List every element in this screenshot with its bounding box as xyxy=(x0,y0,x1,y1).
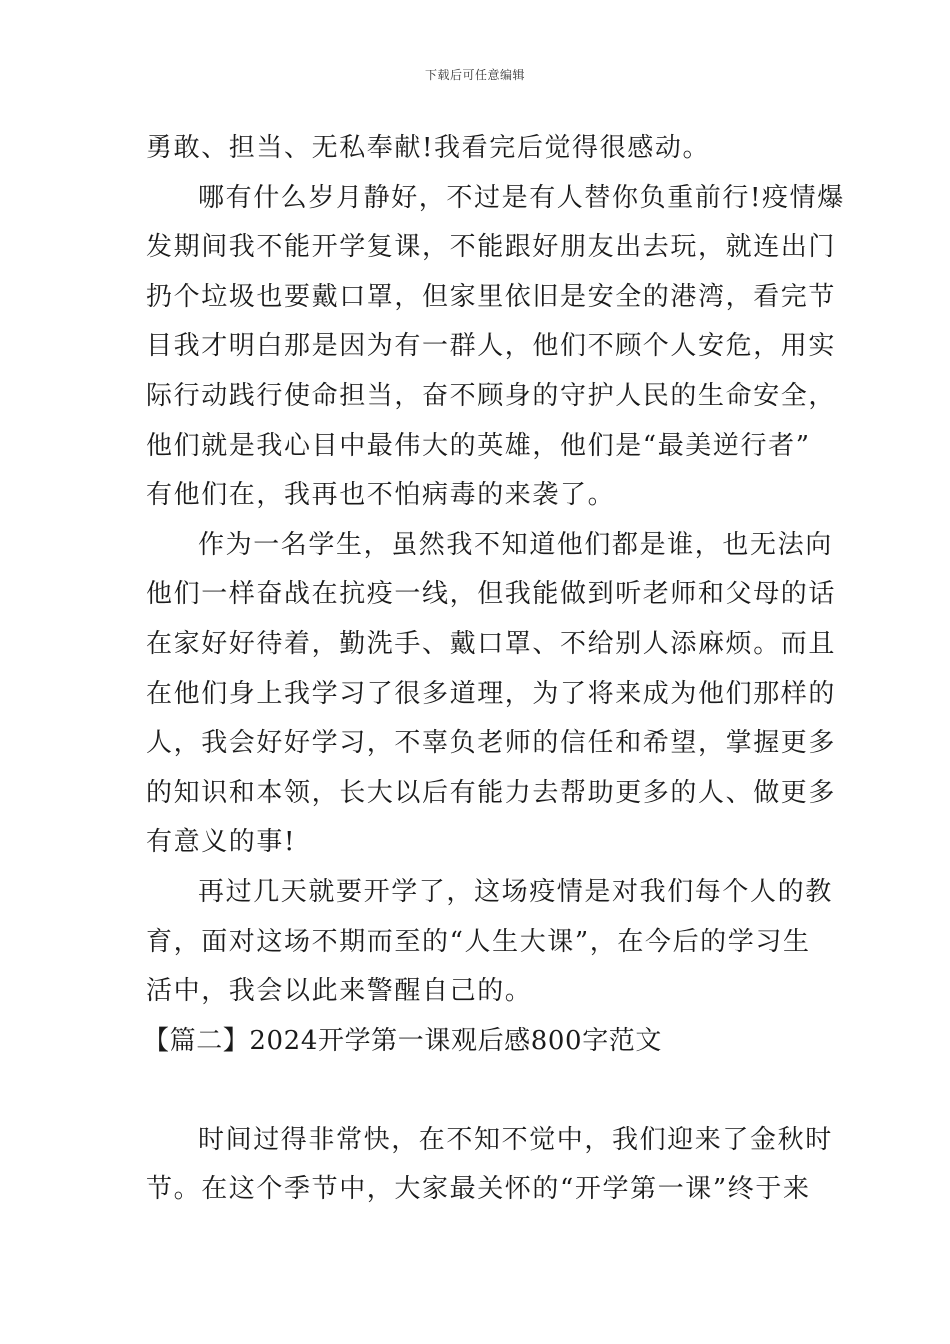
paragraph-line: 有意义的事! xyxy=(146,827,297,858)
paragraph-line: 的知识和本领，长大以后有能力去帮助更多的人、做更多 xyxy=(146,777,837,808)
paragraph-line: 再过几天就要开学了，这场疫情是对我们每个人的教 xyxy=(198,876,833,907)
paragraph-line: 际行动践行使命担当，奋不顾身的守护人民的生命安全， xyxy=(146,380,837,411)
page-header-note: 下载后可任意编辑 xyxy=(424,68,525,82)
paragraph-line: 有他们在，我再也不怕病毒的来袭了。 xyxy=(146,480,616,511)
paragraph-line: 扔个垃圾也要戴口罩，但家里依旧是安全的港湾，看完节 xyxy=(146,281,837,312)
paragraph-line: 勇敢、担当、无私奉献!我看完后觉得很感动。 xyxy=(146,133,711,163)
paragraph-line: 他们一样奋战在抗疫一线，但我能做到听老师和父母的话 xyxy=(146,579,837,610)
paragraph-line: 在家好好待着，勤洗手、戴口罩、不给别人添麻烦。而且 xyxy=(146,628,837,659)
paragraph-line: 他们就是我心目中最伟大的英雄，他们是“最美逆行者” xyxy=(146,430,811,461)
paragraph-line: 育，面对这场不期而至的“人生大课”，在今后的学习生 xyxy=(146,926,811,957)
paragraph-line: 目我才明白那是因为有一群人，他们不顾个人安危，用实 xyxy=(146,331,837,362)
paragraph-line: 时间过得非常快，在不知不觉中，我们迎来了金秋时 xyxy=(198,1124,833,1155)
paragraph-line: 节。在这个季节中，大家最关怀的“开学第一课”终于来 xyxy=(146,1174,811,1205)
blank-line xyxy=(146,1066,808,1116)
paragraph-line: 哪有什么岁月静好，不过是有人替你负重前行!疫情爆 xyxy=(198,182,845,213)
document-body xyxy=(143,124,845,1215)
paragraph-line: 活中，我会以此来警醒自己的。 xyxy=(146,976,533,1007)
paragraph-line: 发期间我不能开学复课，不能跟好朋友出去玩，就连出门 xyxy=(146,232,837,263)
paragraph-line: 作为一名学生，虽然我不知道他们都是谁，也无法向 xyxy=(198,529,833,560)
section-heading: 【篇二】2024开学第一课观后感800字范文 xyxy=(143,1025,662,1056)
paragraph-line: 人，我会好好学习，不辜负老师的信任和希望，掌握更多 xyxy=(146,728,837,759)
paragraph-line: 在他们身上我学习了很多道理，为了将来成为他们那样的 xyxy=(146,678,837,709)
